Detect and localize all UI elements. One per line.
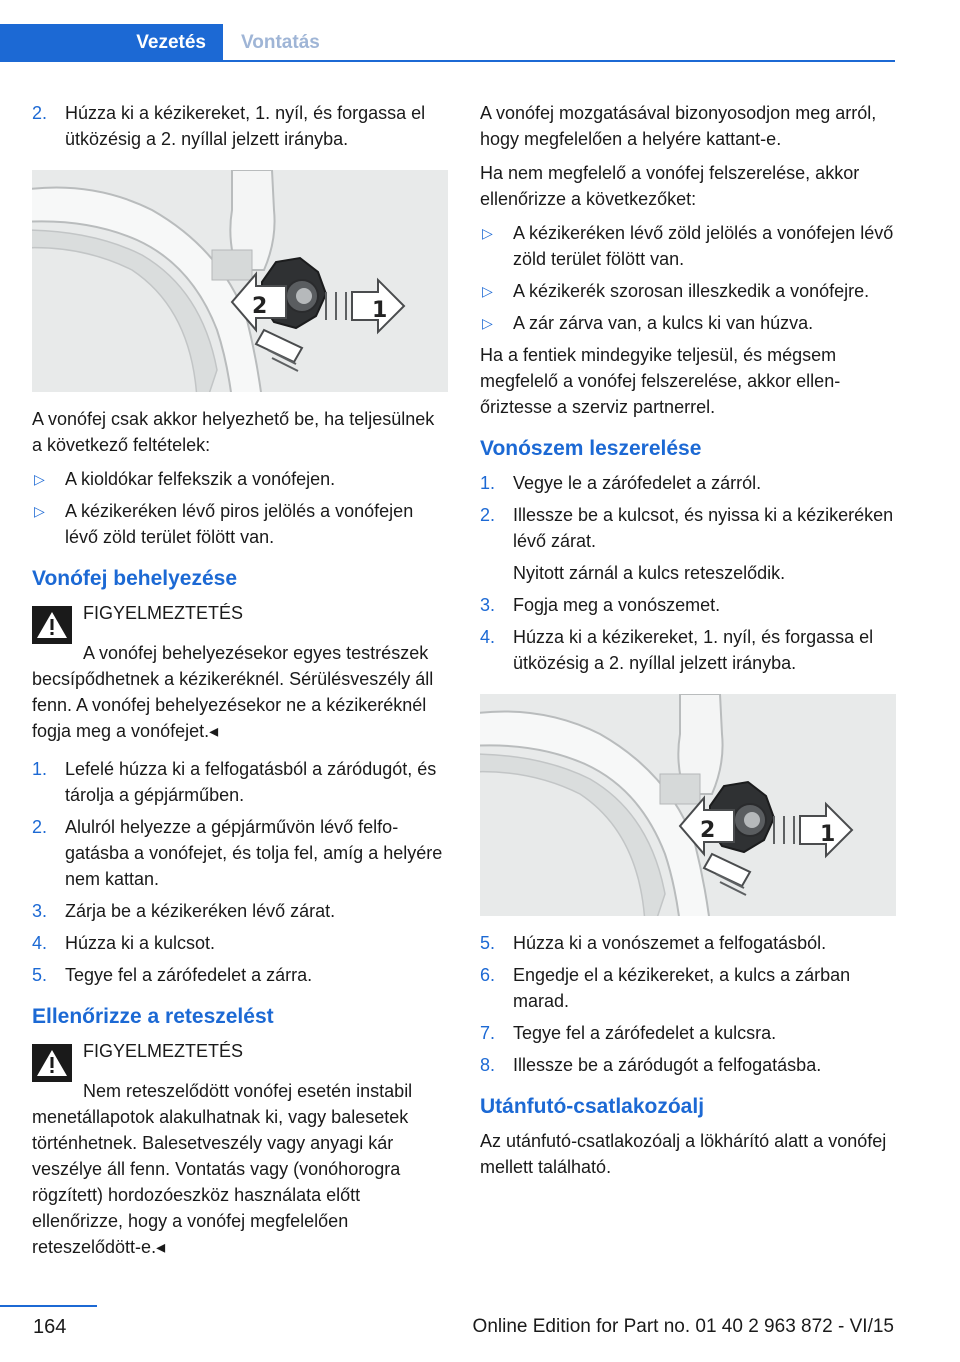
step-text: Lefelé húzza ki a felfogatásból a záródugót, és tárolja a gépjárműben. [65, 759, 437, 805]
step-item [480, 1052, 896, 1078]
step-text: Húzza ki a kézikereket, 1. nyíl, és forgassa el ütközésig a 2. nyíllal jelzett irányba. [513, 627, 874, 673]
paragraph: Ha nem megfelelő a vonófej felszerelése, akkor ellenőrizze a következőket: [480, 163, 860, 209]
step-number: 1. [480, 473, 496, 493]
condition-item [32, 498, 448, 550]
step-number: 1. [32, 759, 48, 779]
step-item [32, 814, 448, 892]
step-text: Illessze be a kulcsot, és nyissa ki a kézikeréken lévő zárat. [513, 505, 894, 551]
step-item [32, 100, 448, 152]
triangle-bullet-icon: ▷ [482, 283, 493, 299]
tab-vontatas[interactable]: Vontatás [241, 32, 320, 53]
check-text: A kézikerék szorosan illeszkedik a vonófejre. [513, 281, 870, 301]
step-number: 5. [480, 933, 496, 953]
figure-label-1: 1 [372, 298, 388, 323]
step-text: Zárja be a kézikeréken lévő zárat. [65, 901, 336, 921]
step-item [480, 502, 896, 554]
step-text: Fogja meg a vonószemet. [513, 595, 721, 615]
section-heading: Ellenőrizze a reteszelést [32, 1005, 274, 1028]
condition-text: A kioldókar felfekszik a vonófejen. [65, 469, 336, 489]
step-text: Húzza ki a kézikereket, 1. nyíl, és forgassa el ütközésig a 2. nyíllal jelzett irányba. [65, 103, 426, 149]
step-item [480, 470, 896, 496]
step-text: Engedje el a kézikereket, a kulcs a zárban marad. [513, 965, 851, 1011]
warning-title: FIGYELMEZTETÉS [83, 603, 244, 623]
page-number: 164 [33, 1316, 67, 1338]
edition-note: Online Edition for Part no. 01 40 2 963 872 - VI/15 [472, 1316, 894, 1337]
step-number: 2. [480, 505, 496, 525]
triangle-bullet-icon: ▷ [482, 225, 493, 241]
warning-title: FIGYELMEZTETÉS [83, 1041, 244, 1061]
step-text: Húzza ki a kulcsot. [65, 933, 216, 953]
step-number: 6. [480, 965, 496, 985]
step-item [32, 962, 448, 988]
figure-label-1: 1 [820, 822, 836, 847]
header-tabs [0, 0, 960, 64]
figure-label-2: 2 [252, 294, 268, 319]
towing-hitch-illustration [32, 170, 448, 392]
check-item [480, 310, 896, 336]
step-text: Tegye fel a zárófedelet a kulcsra. [513, 1023, 777, 1043]
warning-text: A vonófej behelyezésekor egyes testrészek becsípődhetnek a kézikeréknél. Sérülésveszély áll fenn. A vonófej behelyezésekor ne a kézikeréknél fogja meg a vonófejet.◂ [32, 643, 434, 741]
right-column [480, 100, 896, 1188]
paragraph: Ha a fentiek mindegyike teljesül, és mégsem megfelelő a vonófej felszerelése, akkor ellenőriztesse a szerviz partnerrel. [480, 345, 841, 417]
section-heading: Utánfutó-csatlakozóalj [480, 1095, 705, 1118]
step-item [32, 930, 448, 956]
check-text: A kézikeréken lévő zöld jelölés a vonófejen lévő zöld terület fölött van. [513, 223, 894, 269]
warning-triangle-icon [32, 606, 72, 644]
left-column [32, 100, 448, 1272]
intro-paragraph: A vonófej csak akkor helyezhető be, ha teljesülnek a következő feltételek: [32, 409, 435, 455]
step-text: Illessze be a záródugót a felfogatásba. [513, 1055, 822, 1075]
warning-block [32, 600, 448, 744]
condition-item [32, 466, 448, 492]
step-number: 7. [480, 1023, 496, 1043]
warning-text: Nem reteszelődött vonófej esetén instabil menetállapotok alakulhatnak ki, vagy balesetek történhetnek. Balesetveszély vagy anyagi kár veszélye áll fenn. Vontatás vagy (vonóhorogra rögzített) hordozóeszköz használata előtt ellenőrizze, hogy a vonófej megfelelően reteszelődött-e.◂ [32, 1081, 413, 1257]
step-note: Nyitott zárnál a kulcs reteszelődik. [513, 563, 786, 583]
section-heading: Vonószem leszerelése [480, 437, 702, 460]
step-number: 3. [480, 595, 496, 615]
step-number: 5. [32, 965, 48, 985]
triangle-bullet-icon: ▷ [34, 471, 45, 487]
check-item [480, 278, 896, 304]
towing-hitch-illustration [480, 694, 896, 916]
check-item [480, 220, 896, 272]
paragraph: Az utánfutó-csatlakozóalj a lökhárító alatt a vonófej mellett található. [480, 1131, 887, 1177]
footer-divider [0, 1305, 97, 1307]
step-text: Alulról helyezze a gépjárművön lévő felfogatásba a vonófejet, és tolja fel, amíg a helyére nem kattan. [65, 817, 443, 889]
step-item [480, 930, 896, 956]
step-text: Tegye fel a zárófedelet a zárra. [65, 965, 313, 985]
triangle-bullet-icon: ▷ [482, 315, 493, 331]
figure-label-2: 2 [700, 818, 716, 843]
step-number: 4. [480, 627, 496, 647]
step-number: 3. [32, 901, 48, 921]
header-divider [0, 60, 895, 62]
step-text: Húzza ki a vonószemet a felfogatásból. [513, 933, 827, 953]
tab-vezetes[interactable]: Vezetés [0, 24, 223, 62]
check-text: A zár zárva van, a kulcs ki van húzva. [513, 313, 814, 333]
step-item [32, 898, 448, 924]
step-item [480, 624, 896, 676]
step-number: 4. [32, 933, 48, 953]
step-item [480, 1020, 896, 1046]
step-number: 8. [480, 1055, 496, 1075]
warning-triangle-icon [32, 1044, 72, 1082]
step-number: 2. [32, 103, 48, 123]
step-item [480, 962, 896, 1014]
condition-text: A kézikeréken lévő piros jelölés a vonófejen lévő zöld terület fölött van. [65, 501, 414, 547]
step-text: Vegye le a zárófedelet a zárról. [513, 473, 762, 493]
step-item [32, 756, 448, 808]
section-heading: Vonófej behelyezése [32, 567, 238, 590]
step-number: 2. [32, 817, 48, 837]
paragraph: A vonófej mozgatásával bizonyosodjon meg arról, hogy megfelelően a helyére kattant-e. [480, 103, 877, 149]
warning-block [32, 1038, 448, 1260]
step-item [480, 592, 896, 618]
triangle-bullet-icon: ▷ [34, 503, 45, 519]
